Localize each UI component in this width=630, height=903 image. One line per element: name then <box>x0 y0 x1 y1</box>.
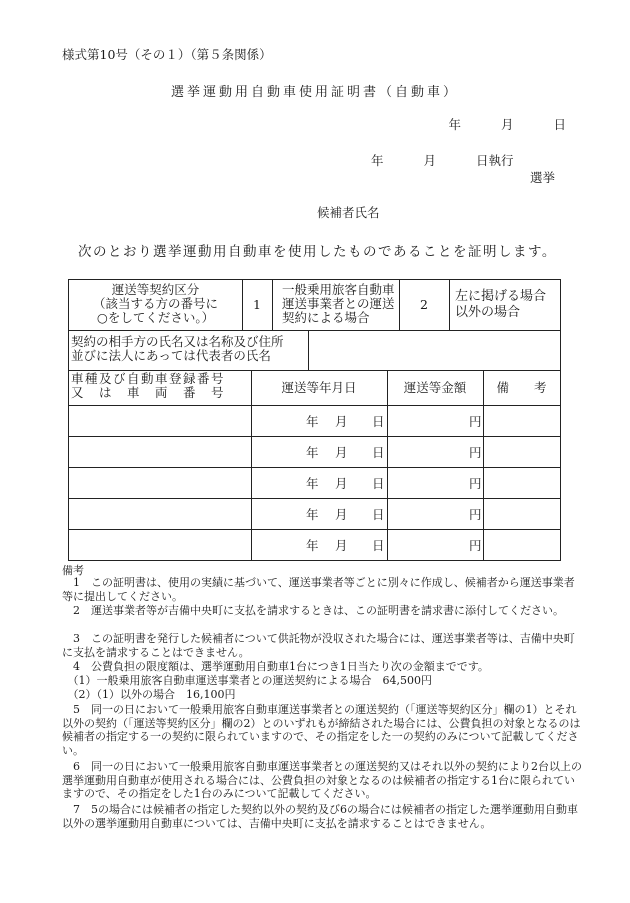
counterparty-label: 契約の相手方の氏名又は名称及び住所 並びに法人にあっては代表者の氏名 <box>71 334 284 363</box>
row-day: 日 <box>372 445 385 460</box>
date-month: 月 <box>501 117 514 132</box>
row-year: 年 <box>306 507 319 522</box>
amount-column-header: 運送等金額 <box>403 380 467 395</box>
row-yen: 円 <box>469 507 482 522</box>
vehicle-column-header: 車種及び自動車登録番号 又 は 車 両 番 号 <box>71 371 226 400</box>
vehicle-cell[interactable] <box>69 530 251 560</box>
table-row[interactable] <box>69 437 560 467</box>
row-yen: 円 <box>469 414 482 429</box>
vehicle-cell[interactable] <box>69 406 251 436</box>
election-label: 選挙 <box>530 170 556 185</box>
option-2-number[interactable]: 2 <box>420 297 428 312</box>
row-year: 年 <box>306 414 319 429</box>
vehicle-cell[interactable] <box>69 437 251 467</box>
date-column-header: 運送等年月日 <box>281 380 357 395</box>
option-1-text: 一般乗用旅客自動車 運送事業者との運送 契約による場合 <box>282 282 395 325</box>
row-yen: 円 <box>469 476 482 491</box>
remarks-column-header: 備 考 <box>496 380 547 395</box>
option-2-text: 左に掲げる場合 以外の場合 <box>455 289 547 320</box>
contract-type-label: 運送等契約区分 （該当する方の番号に ○をしてください。） <box>92 282 218 325</box>
table-row[interactable] <box>69 499 560 529</box>
exec-year: 年 <box>371 153 384 168</box>
form-number: 様式第10号（その１）（第５条関係） <box>62 47 272 62</box>
note-4-2: （2）（1）以外の場合 16,100円 <box>62 688 236 701</box>
note-7: 7 5の場合には候補者の指定した契約以外の契約及び6の場合には候補者の指定した選挙運動用自動車以外の選挙運動用自動車については、吉備中央町に支払を請求することはできません。 <box>62 803 578 830</box>
row-month: 月 <box>335 414 348 429</box>
usage-table <box>68 279 561 561</box>
row-year: 年 <box>306 538 319 553</box>
notes-heading: 備考 <box>62 564 84 577</box>
row-month: 月 <box>335 445 348 460</box>
row-yen: 円 <box>469 538 482 553</box>
vehicle-cell[interactable] <box>69 468 251 498</box>
candidate-name-label: 候補者氏名 <box>317 205 380 220</box>
note-6: 6 同一の日において一般乗用旅客自動車運送事業者との運送契約又はそれ以外の契約により2台以上の選挙運動用自動車が使用される場合には、公費負担の対象となるのは候補者の指定する1台に限られていますので、その指定をした1台のみについて記載してください。 <box>62 760 582 801</box>
issue-date <box>449 115 566 133</box>
exec-month: 月 <box>423 153 436 168</box>
certification-statement: 次のとおり選挙運動用自動車を使用したものであることを証明します。 <box>78 244 557 260</box>
row-year: 年 <box>306 476 319 491</box>
row-month: 月 <box>335 507 348 522</box>
exec-day: 日執行 <box>475 153 514 168</box>
row-day: 日 <box>372 414 385 429</box>
row-day: 日 <box>372 538 385 553</box>
table-row[interactable] <box>69 406 560 436</box>
counterparty-field[interactable] <box>309 331 560 370</box>
row-month: 月 <box>335 476 348 491</box>
election-execution-date <box>371 151 513 169</box>
note-2: 2 運送事業者等が吉備中央町に支払を請求するときは、この証明書を請求書に添付してください。 <box>62 604 564 617</box>
document-title: 選挙運動用自動車使用証明書（自動車） <box>170 85 459 100</box>
note-4: 4 公費負担の限度額は、選挙運動用自動車1台につき1日当たり次の金額までです。 <box>62 660 489 673</box>
note-5: 5 同一の日において一般乗用旅客自動車運送事業者との運送契約（「運送等契約区分」欄の1）とそれ以外の契約（「運送等契約区分」欄の2）とのいずれもが締結された場合には、公費負担の対象となるのは候補者の指定する一の契約に限られていますので、その指定をした一の契約のみについて記載してください。 <box>62 703 581 757</box>
date-year: 年 <box>448 117 462 132</box>
note-3: 3 この証明書を発行した候補者について供託物が没収された場合には、運送事業者等は、吉備中央町に支払を請求することはできません。 <box>62 632 575 659</box>
note-4-1: （1）一般乗用旅客自動車運送事業者との運送契約による場合 64,500円 <box>62 674 432 687</box>
row-day: 日 <box>372 507 385 522</box>
date-day: 日 <box>553 117 566 132</box>
row-month: 月 <box>335 538 348 553</box>
row-year: 年 <box>306 445 319 460</box>
row-yen: 円 <box>469 445 482 460</box>
row-day: 日 <box>372 476 385 491</box>
table-row[interactable] <box>69 468 560 498</box>
option-1-number[interactable]: 1 <box>253 297 261 312</box>
note-1: 1 この証明書は、使用の実績に基づいて、運送事業者等ごとに別々に作成し、候補者から運送事業者等に提出してください。 <box>62 576 575 603</box>
table-row[interactable] <box>69 530 560 560</box>
vehicle-cell[interactable] <box>69 499 251 529</box>
